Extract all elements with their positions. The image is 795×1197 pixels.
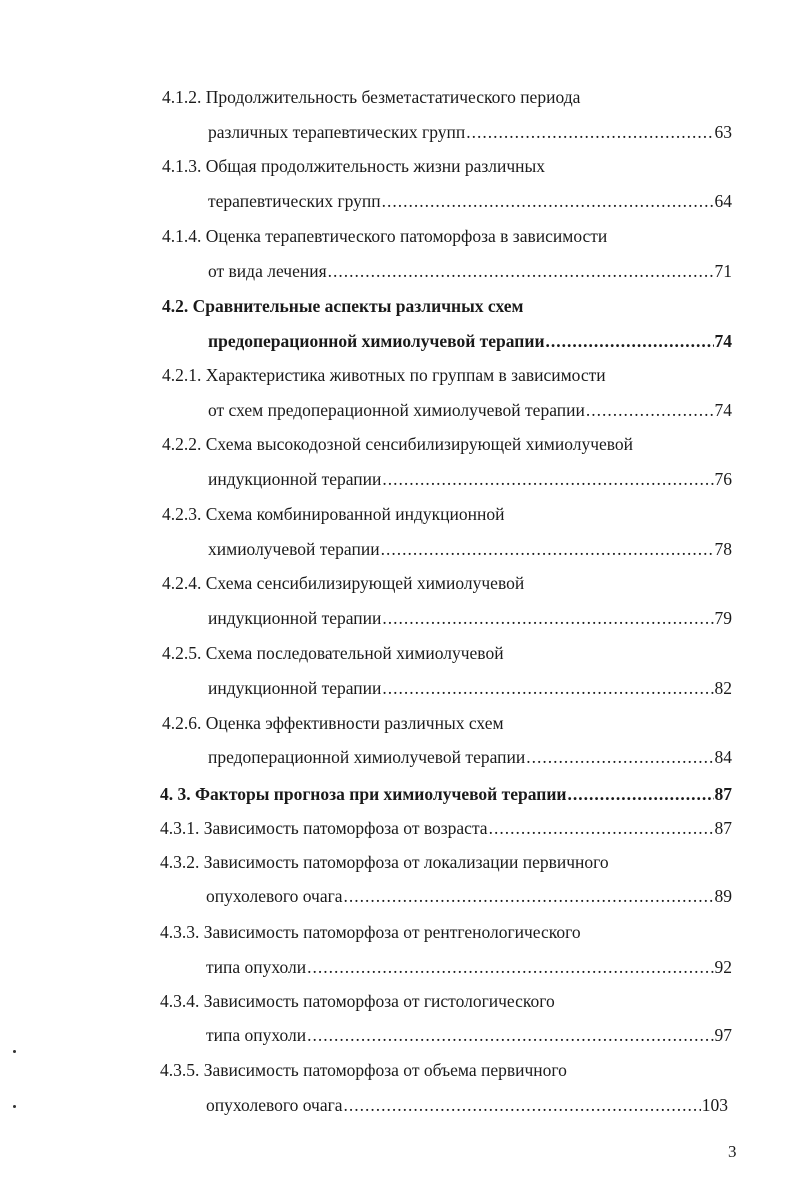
- toc-entry-4-2-4-title: 4.2.4. Схема сенсибилизирующей химиолучевой: [162, 573, 525, 593]
- toc-entry-4-3-4-title: 4.3.4. Зависимость патоморфоза от гистологического: [160, 991, 555, 1011]
- dot-leader: [382, 677, 713, 699]
- toc-entry-4-3-4-continuation: [206, 1024, 732, 1046]
- toc-entry-4-2-3-continuation: [208, 538, 732, 560]
- toc-entry-4-2-3-title: 4.2.3. Схема комбинированной индукционной: [162, 504, 505, 524]
- page-number: 3: [728, 1142, 737, 1161]
- toc-entry-4-3-5-continuation: [206, 1094, 728, 1116]
- toc-page-number: 74: [714, 400, 732, 420]
- toc-entry-4-2-2-title: 4.2.2. Схема высокодозной сенсибилизирующей химиолучевой: [162, 434, 634, 454]
- dot-leader: [466, 121, 713, 143]
- toc-entry-text: терапевтических групп: [208, 191, 381, 211]
- toc-entry-text: различных терапевтических групп: [208, 122, 466, 142]
- toc-entry-4-1-3-continuation: [208, 190, 732, 212]
- toc-page-number: 82: [714, 678, 732, 698]
- toc-entry-text: предоперационной химиолучевой терапии: [208, 747, 526, 767]
- dot-leader: [328, 260, 714, 282]
- toc-entry-text: опухолевого очага: [206, 1095, 343, 1115]
- toc-page-number: 103: [701, 1095, 728, 1115]
- toc-entry-4-3-3-continuation: [206, 956, 732, 978]
- dot-leader: [382, 190, 714, 212]
- dot-leader: [489, 817, 714, 839]
- toc-entry-text: типа опухоли: [206, 957, 307, 977]
- toc-entry-4-2-1-title: 4.2.1. Характеристика животных по группам в зависимости: [162, 365, 606, 385]
- dot-leader: [307, 956, 713, 978]
- dot-leader: [526, 746, 713, 768]
- toc-page-number: 76: [714, 469, 732, 489]
- toc-entry-text: индукционной терапии: [208, 469, 382, 489]
- toc-entry-text: химиолучевой терапии: [208, 539, 380, 559]
- toc-page-number: 79: [714, 608, 732, 628]
- toc-page-number: 74: [714, 331, 732, 351]
- toc-page-number: 89: [714, 886, 732, 906]
- toc-entry-4-2-5-continuation: [208, 677, 732, 699]
- toc-section-4-2-title: 4.2. Сравнительные аспекты различных схем: [162, 296, 524, 316]
- toc-page-number: 87: [714, 784, 732, 804]
- toc-entry-4-3-3-title: 4.3.3. Зависимость патоморфоза от рентгенологического: [160, 922, 581, 942]
- toc-page-number: 97: [714, 1025, 732, 1045]
- toc-page-number: 92: [714, 957, 732, 977]
- toc-entry-text: 4.3.1. Зависимость патоморфоза от возраста: [160, 818, 488, 838]
- toc-page-number: 64: [714, 191, 732, 211]
- dot-leader: [344, 1094, 701, 1116]
- toc-entry-4-2-5-title: 4.2.5. Схема последовательной химиолучевой: [162, 643, 504, 663]
- toc-entry-text: типа опухоли: [206, 1025, 307, 1045]
- toc-page-number: 87: [714, 818, 732, 838]
- toc-entry-4-3-2-title: 4.3.2. Зависимость патоморфоза от локализации первичного: [160, 852, 609, 872]
- dot-leader: [586, 399, 714, 421]
- toc-section-4-2-continuation: [208, 330, 732, 352]
- toc-entry-4-3-1: [160, 817, 732, 839]
- toc-page-number: 84: [714, 747, 732, 767]
- toc-entry-4-1-2-continuation: [208, 121, 732, 143]
- toc-entry-text: 4. 3. Факторы прогноза при химиолучевой терапии: [160, 784, 567, 804]
- toc-entry-4-2-4-continuation: [208, 607, 732, 629]
- toc-entry-text: индукционной терапии: [208, 608, 382, 628]
- toc-entry-4-2-2-continuation: [208, 468, 732, 490]
- toc-entry-4-1-3-title: 4.1.3. Общая продолжительность жизни различных: [162, 156, 546, 176]
- toc-entry-text: от схем предоперационной химиолучевой терапии: [208, 400, 585, 420]
- toc-entry-4-2-6-title: 4.2.6. Оценка эффективности различных схем: [162, 713, 504, 733]
- scan-speck: [13, 1050, 16, 1053]
- scan-speck: [13, 1105, 16, 1108]
- toc-entry-text: от вида лечения: [208, 261, 327, 281]
- dot-leader: [344, 885, 714, 907]
- dot-leader: [382, 607, 713, 629]
- toc-entry-text: опухолевого очага: [206, 886, 343, 906]
- dot-leader: [381, 538, 714, 560]
- dot-leader: [382, 468, 713, 490]
- toc-entry-4-1-2-title: 4.1.2. Продолжительность безметастатического периода: [162, 87, 581, 107]
- toc-page-number: 71: [714, 261, 732, 281]
- toc-entry-4-3-5-title: 4.3.5. Зависимость патоморфоза от объема первичного: [160, 1060, 567, 1080]
- toc-entry-4-2-6-continuation: [208, 746, 732, 768]
- dot-leader: [568, 783, 714, 805]
- toc-entry-4-1-4-continuation: [208, 260, 732, 282]
- dot-leader: [307, 1024, 713, 1046]
- toc-page-number: 78: [714, 539, 732, 559]
- toc-entry-text: предоперационной химиолучевой терапии: [208, 331, 545, 351]
- toc-entry-4-3-2-continuation: [206, 885, 732, 907]
- dot-leader: [546, 330, 714, 352]
- toc-section-4-3: [160, 783, 732, 805]
- toc-entry-4-1-4-title: 4.1.4. Оценка терапевтического патоморфоза в зависимости: [162, 226, 608, 246]
- toc-entry-4-2-1-continuation: [208, 399, 732, 421]
- toc-entry-text: индукционной терапии: [208, 678, 382, 698]
- toc-page-number: 63: [714, 122, 732, 142]
